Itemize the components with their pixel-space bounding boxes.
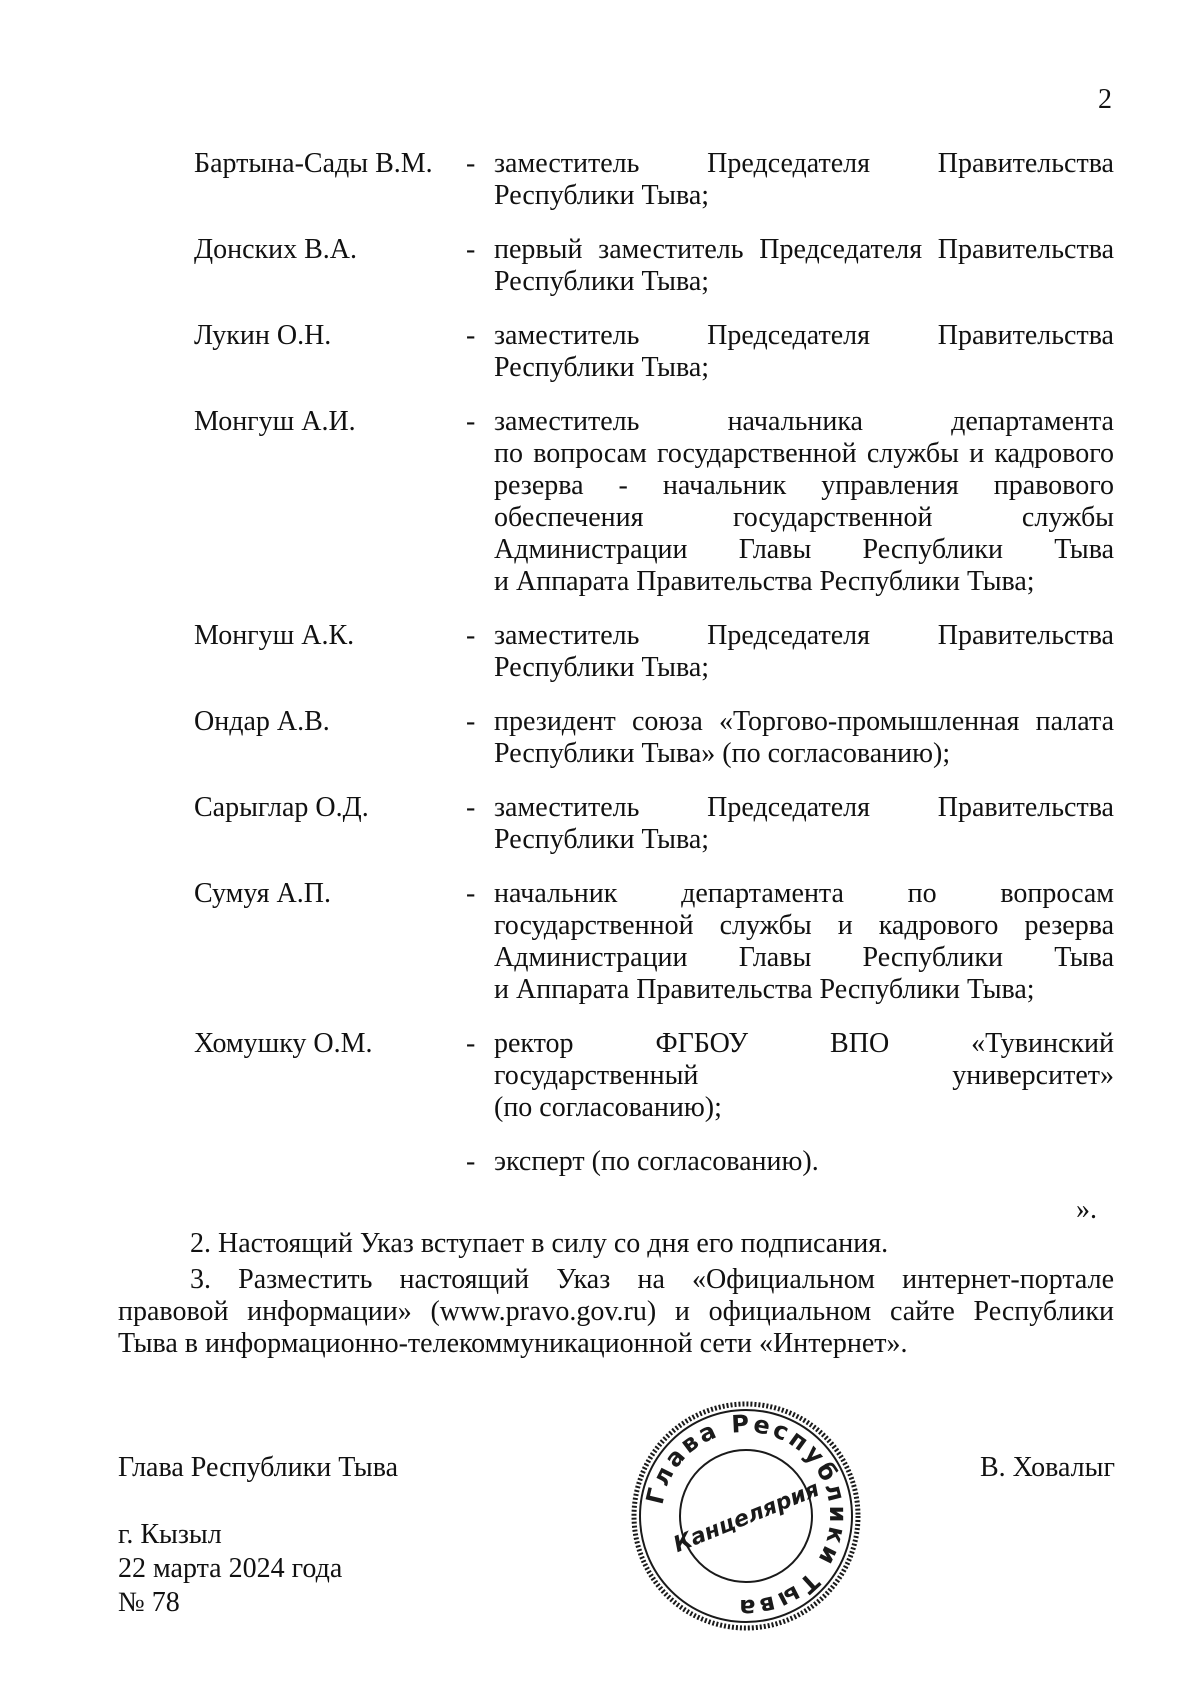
member-row: [194, 792, 1114, 856]
member-role: [494, 406, 1114, 598]
member-row: [194, 620, 1114, 684]
member-role-line: и Аппарата Правительства Республики Тыва;: [494, 566, 1035, 597]
member-role: [494, 1146, 1114, 1178]
member-dash: -: [466, 792, 476, 823]
member-role-line: Республики Тыва;: [494, 824, 710, 855]
member-role-line: государственной службы и кадрового резерва: [494, 910, 1114, 941]
member-role-line: заместитель Председателя Правительства: [494, 792, 1114, 823]
member-role-line: эксперт (по согласованию).: [494, 1146, 819, 1177]
member-row: [194, 706, 1114, 770]
member-row: [194, 1028, 1114, 1124]
member-role: [494, 1028, 1114, 1124]
member-dash: -: [466, 706, 476, 737]
member-role-line: заместитель Председателя Правительства: [494, 320, 1114, 351]
member-role-line: заместитель Председателя Правительства: [494, 620, 1114, 651]
member-role-line: Республики Тыва;: [494, 352, 710, 383]
paragraph-3: [118, 1264, 1114, 1360]
document-number: № 78: [118, 1587, 180, 1618]
date: 22 марта 2024 года: [118, 1553, 343, 1584]
member-dash: -: [466, 406, 476, 437]
member-role-line: Администрации Главы Республики Тыва: [494, 942, 1114, 973]
member-role-line: ректор ФГБОУ ВПО «Тувинский: [494, 1028, 1114, 1059]
closing-quote: ».: [1076, 1194, 1097, 1225]
member-role-line: по вопросам государственной службы и кадрового: [494, 438, 1114, 469]
place-date-block: [118, 1518, 342, 1620]
member-dash: -: [466, 878, 476, 909]
member-role-line: и Аппарата Правительства Республики Тыва;: [494, 974, 1035, 1005]
member-role: [494, 792, 1114, 856]
member-name: Хомушку О.М.: [194, 1028, 373, 1059]
member-name: Донских В.А.: [194, 234, 357, 265]
member-row: [194, 1146, 1114, 1178]
member-row: [194, 320, 1114, 384]
member-dash: -: [466, 1028, 476, 1059]
member-role-line: заместитель Председателя Правительства: [494, 148, 1114, 179]
signature-title: Глава Республики Тыва: [118, 1452, 399, 1483]
member-row: [194, 148, 1114, 212]
member-role: [494, 706, 1114, 770]
signature-name: В. Ховалыг: [980, 1452, 1115, 1483]
member-dash: -: [466, 620, 476, 651]
member-name: Сумуя А.П.: [194, 878, 331, 909]
city: г. Кызыл: [118, 1519, 222, 1550]
member-name: Ондар А.В.: [194, 706, 330, 737]
paragraph-line: 3. Разместить настоящий Указ на «Официальном интернет-портале: [190, 1264, 1114, 1295]
member-role-line: резерва - начальник управления правового: [494, 470, 1114, 501]
member-role-line: государственный университет»: [494, 1060, 1114, 1091]
member-name: Сарыглар О.Д.: [194, 792, 369, 823]
member-dash: -: [466, 320, 476, 351]
member-name: Лукин О.Н.: [194, 320, 332, 351]
paragraph-line: правовой информации» (www.pravo.gov.ru) и официальном сайте Республики: [118, 1296, 1114, 1327]
member-role-line: Республики Тыва» (по согласованию);: [494, 738, 951, 769]
paragraph-line: Тыва в информационно-телекоммуникационной сети «Интернет».: [118, 1328, 908, 1359]
member-row: [194, 234, 1114, 298]
paragraph-2: [118, 1228, 1114, 1260]
member-role-line: Республики Тыва;: [494, 180, 710, 211]
member-name: Монгуш А.К.: [194, 620, 355, 651]
official-seal: [628, 1398, 864, 1634]
member-row: [194, 878, 1114, 1006]
member-role: [494, 620, 1114, 684]
member-name: Бартына-Сады В.М.: [194, 148, 433, 179]
member-role: [494, 878, 1114, 1006]
member-role-line: заместитель начальника департамента: [494, 406, 1114, 437]
member-name: Монгуш А.И.: [194, 406, 356, 437]
member-dash: -: [466, 148, 476, 179]
seal-center-text: Канцелярия: [670, 1476, 824, 1558]
member-role-line: президент союза «Торгово-промышленная палата: [494, 706, 1114, 737]
page-number: 2: [1098, 84, 1112, 115]
paragraph-line: 2. Настоящий Указ вступает в силу со дня его подписания.: [190, 1228, 889, 1259]
member-dash: -: [466, 1146, 476, 1177]
member-role-line: начальник департамента по вопросам: [494, 878, 1114, 909]
member-role-line: Администрации Главы Республики Тыва: [494, 534, 1114, 565]
member-role-line: первый заместитель Председателя Правительства: [494, 234, 1114, 265]
member-role-line: Республики Тыва;: [494, 652, 710, 683]
member-role: [494, 148, 1114, 212]
member-dash: -: [466, 234, 476, 265]
member-row: [194, 406, 1114, 598]
member-role: [494, 320, 1114, 384]
member-role-line: (по согласованию);: [494, 1092, 722, 1123]
member-role: [494, 234, 1114, 298]
member-role-line: Республики Тыва;: [494, 266, 710, 297]
member-role-line: обеспечения государственной службы: [494, 502, 1114, 533]
members-list: [194, 148, 1114, 1200]
seal-outer-text: Глава Республики Тыва: [640, 1409, 853, 1623]
